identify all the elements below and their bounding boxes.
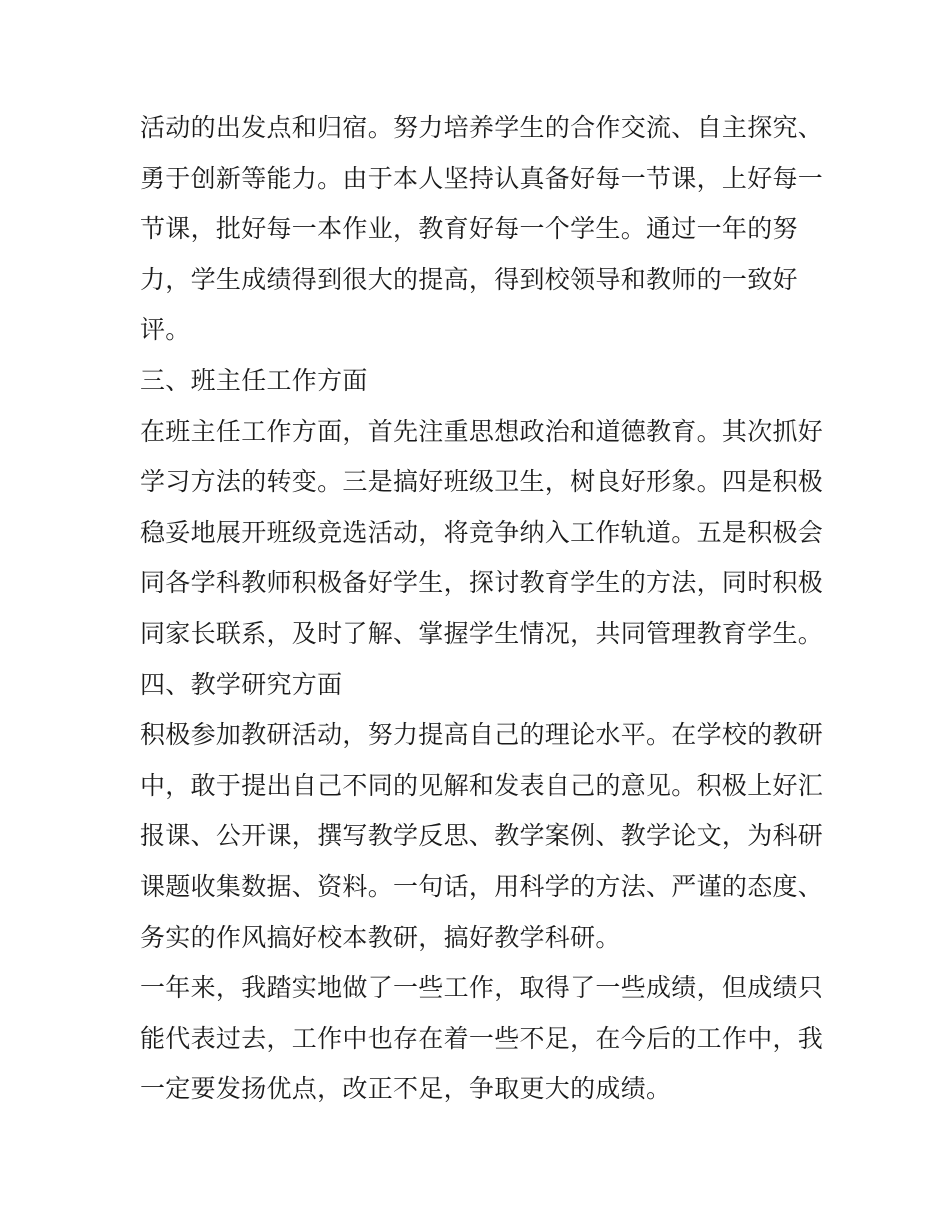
- text-line: 勇于创新等能力。由于本人坚持认真备好每一节课，上好每一: [140, 163, 824, 193]
- text-line: 力，学生成绩得到很大的提高，得到校领导和教师的一致好: [140, 264, 798, 294]
- text-line: 报课、公开课，撰写教学反思、教学案例、教学论文，为科研: [140, 821, 824, 851]
- text-line: 活动的出发点和归宿。努力培养学生的合作交流、自主探究、: [140, 113, 824, 142]
- text-line: 学习方法的转变。三是搞好班级卫生，树良好形象。四是积极: [140, 467, 824, 497]
- text-line: 能代表过去，工作中也存在着一些不足，在今后的工作中，我: [140, 1023, 824, 1053]
- text-line: 中，敢于提出自己不同的见解和发表自己的意见。积极上好汇: [140, 770, 824, 800]
- section-heading: 四、教学研究方面: [140, 669, 343, 699]
- text-line: 评。: [140, 315, 191, 345]
- text-line: 务实的作风搞好校本教研，搞好教学科研。: [140, 922, 621, 952]
- text-line: 一年来，我踏实地做了一些工作，取得了一些成绩，但成绩只: [140, 973, 824, 1003]
- text-line: 同家长联系，及时了解、掌握学生情况，共同管理教育学生。: [140, 618, 824, 648]
- text-line: 同各学科教师积极备好学生，探讨教育学生的方法，同时积极: [140, 568, 824, 598]
- section-heading: 三、班主任工作方面: [140, 365, 368, 395]
- text-line: 在班主任工作方面，首先注重思想政治和道德教育。其次抓好: [140, 416, 824, 446]
- text-line: 稳妥地展开班级竞选活动，将竞争纳入工作轨道。五是积极会: [140, 517, 824, 547]
- document-body: [140, 103, 824, 1115]
- text-line: 节课，批好每一本作业，教育好每一个学生。通过一年的努: [140, 214, 798, 244]
- text-line: 课题收集数据、资料。一句话，用科学的方法、严谨的态度、: [140, 871, 824, 901]
- text-line: 一定要发扬优点，改正不足，争取更大的成绩。: [140, 1074, 672, 1104]
- text-line: 积极参加教研活动，努力提高自己的理论水平。在学校的教研: [140, 720, 824, 750]
